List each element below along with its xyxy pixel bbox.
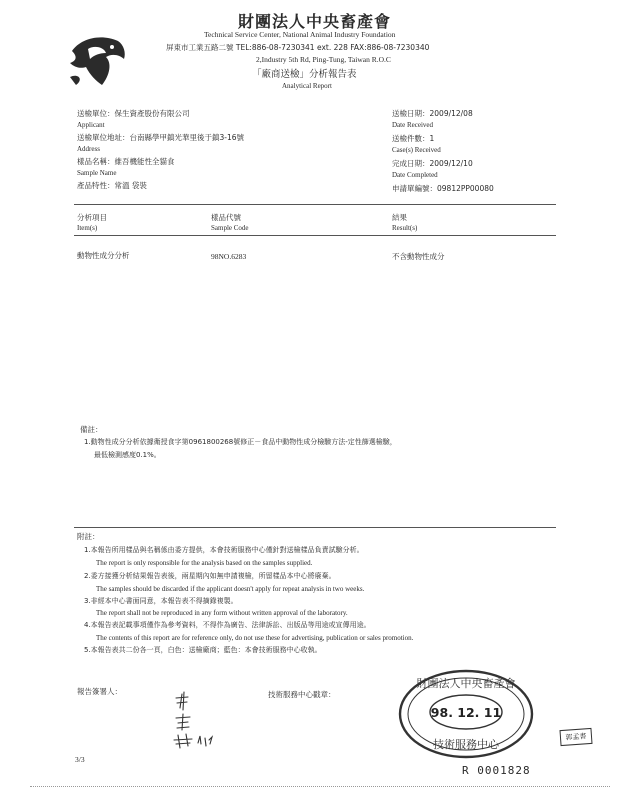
cases-label-en: Case(s) Received xyxy=(392,146,441,154)
small-square-seal xyxy=(559,728,592,746)
org-address-zh: 屏東市工業五路二號 TEL:886-08-7230341 ext. 228 FAX:886-08-7230340 xyxy=(166,43,430,52)
report-title-en: Analytical Report xyxy=(282,82,332,90)
application-no-field xyxy=(392,183,494,194)
seal-label: 技術服務中心戳章： xyxy=(268,690,336,699)
note-4-en: The contents of this report are for reference only, do not use these for advertising, publication or sales promotion. xyxy=(96,634,414,642)
note-3-en: The report shall not be reproduced in any form without written approval of the laboratory. xyxy=(96,609,348,617)
applicant-field xyxy=(77,108,190,119)
sample-label-en: Sample Name xyxy=(77,169,117,177)
property-label: 產品特性： xyxy=(77,181,115,190)
remarks-line-1: 1.動物性成分分析依據衛授食字第0961800268號修正－食品中動物性成分檢驗方法-定性篩選檢驗， xyxy=(84,438,397,446)
date-received-field xyxy=(392,108,473,119)
table-header-rule xyxy=(74,235,556,236)
note-1-en: The report is only responsible for the analysis based on the samples supplied. xyxy=(96,559,313,567)
completed-label-en: Date Completed xyxy=(392,171,438,179)
signer-label: 報告簽署人： xyxy=(77,687,122,696)
col-code-en: Sample Code xyxy=(211,224,249,232)
col-item-en: Item(s) xyxy=(77,224,98,232)
applicant-value: 保生資產股份有限公司 xyxy=(114,109,190,118)
small-seal-text: 郭孟書 xyxy=(565,732,587,742)
org-name-zh: 財團法人中央畜產會 xyxy=(238,12,392,31)
application-no-value: 09812PP00080 xyxy=(437,184,494,193)
note-2-en: The samples should be discarded if the applicant doesn't apply for repeat analysis in two weeks. xyxy=(96,585,365,593)
sample-label: 樣品名稱： xyxy=(77,157,115,166)
serial-number: R 0001828 xyxy=(462,764,531,777)
table-row xyxy=(0,250,630,264)
col-result-zh: 結果 xyxy=(392,213,407,222)
row-code: 98NO.6283 xyxy=(211,252,247,261)
completed-field xyxy=(392,158,473,169)
col-item-zh: 分析項目 xyxy=(77,213,107,222)
completed-label: 完成日期： xyxy=(392,159,430,168)
date-received-value: 2009/12/08 xyxy=(429,109,473,118)
date-received-label-en: Date Received xyxy=(392,121,434,129)
stamp-org-text: 財團法人中央畜產會 xyxy=(416,677,516,690)
table-top-rule xyxy=(74,204,556,205)
report-title-zh: 「廠商送檢」分析報告表 xyxy=(252,69,357,80)
application-no-label: 申請單編號： xyxy=(392,184,437,193)
cases-value: 1 xyxy=(429,134,435,143)
col-result-en: Result(s) xyxy=(392,224,418,232)
row-item: 動物性成分分析 xyxy=(77,251,130,260)
note-1-zh: 1.本報告所用樣品與名稱係由委方提供，本會技術服務中心僅針對送檢樣品負責試驗分析。 xyxy=(84,546,364,554)
address-value: 台南縣學甲鎮光華里後于鎮3-16號 xyxy=(129,133,245,142)
page-number: 3/3 xyxy=(75,755,85,764)
handwritten-signature xyxy=(168,688,240,756)
note-3-zh: 3.非經本中心書面同意，本報告表不得摘錄複製。 xyxy=(84,597,238,605)
notes-title: 附註： xyxy=(77,532,100,541)
applicant-label-en: Applicant xyxy=(77,121,105,129)
stamp-date-text: 98. 12. 11 xyxy=(430,705,502,720)
address-label-en: Address xyxy=(77,145,100,153)
org-address-en: 2,Industry 5th Rd, Ping-Tung, Taiwan R.O.C xyxy=(256,55,391,64)
cases-label: 送檢件數： xyxy=(392,134,430,143)
note-4-zh: 4.本報告表記載事項僅作為參考資料，不得作為廣告、法律訴訟、出版品等用途或宣傳用途。 xyxy=(84,621,371,629)
completed-value: 2009/12/10 xyxy=(429,159,473,168)
col-code-zh: 樣品代號 xyxy=(211,213,241,222)
property-field xyxy=(77,180,147,191)
property-value: 常溫 袋裝 xyxy=(114,181,147,190)
sample-field xyxy=(77,156,175,167)
stamp-center-text: 技術服務中心 xyxy=(433,738,499,751)
cases-field xyxy=(392,133,434,144)
notes-rule xyxy=(74,527,556,528)
foundation-logo-icon xyxy=(66,29,132,91)
applicant-label: 送檢單位： xyxy=(77,109,115,118)
address-field xyxy=(77,132,244,143)
remarks-title: 備註： xyxy=(80,425,103,434)
row-result: 不含動物性成分 xyxy=(392,252,445,261)
scan-edge xyxy=(30,786,610,787)
date-received-label: 送檢日期： xyxy=(392,109,430,118)
org-name-en: Technical Service Center, National Animal Industry Foundation xyxy=(204,30,396,39)
official-seal-stamp xyxy=(396,668,536,760)
sample-value: 維吾機能性全貓食 xyxy=(114,157,175,166)
remarks-line-2: 最低檢測感度0.1%。 xyxy=(94,451,161,459)
note-2-zh: 2.委方接獲分析結果報告表後，兩星期內如無申請複檢，所留樣品本中心將廢棄。 xyxy=(84,572,336,580)
address-label: 送檢單位地址： xyxy=(77,133,130,142)
note-5-zh: 5.本報告表共二份各一頁，白色：送檢廠商；藍色：本會技術服務中心收執。 xyxy=(84,646,322,654)
